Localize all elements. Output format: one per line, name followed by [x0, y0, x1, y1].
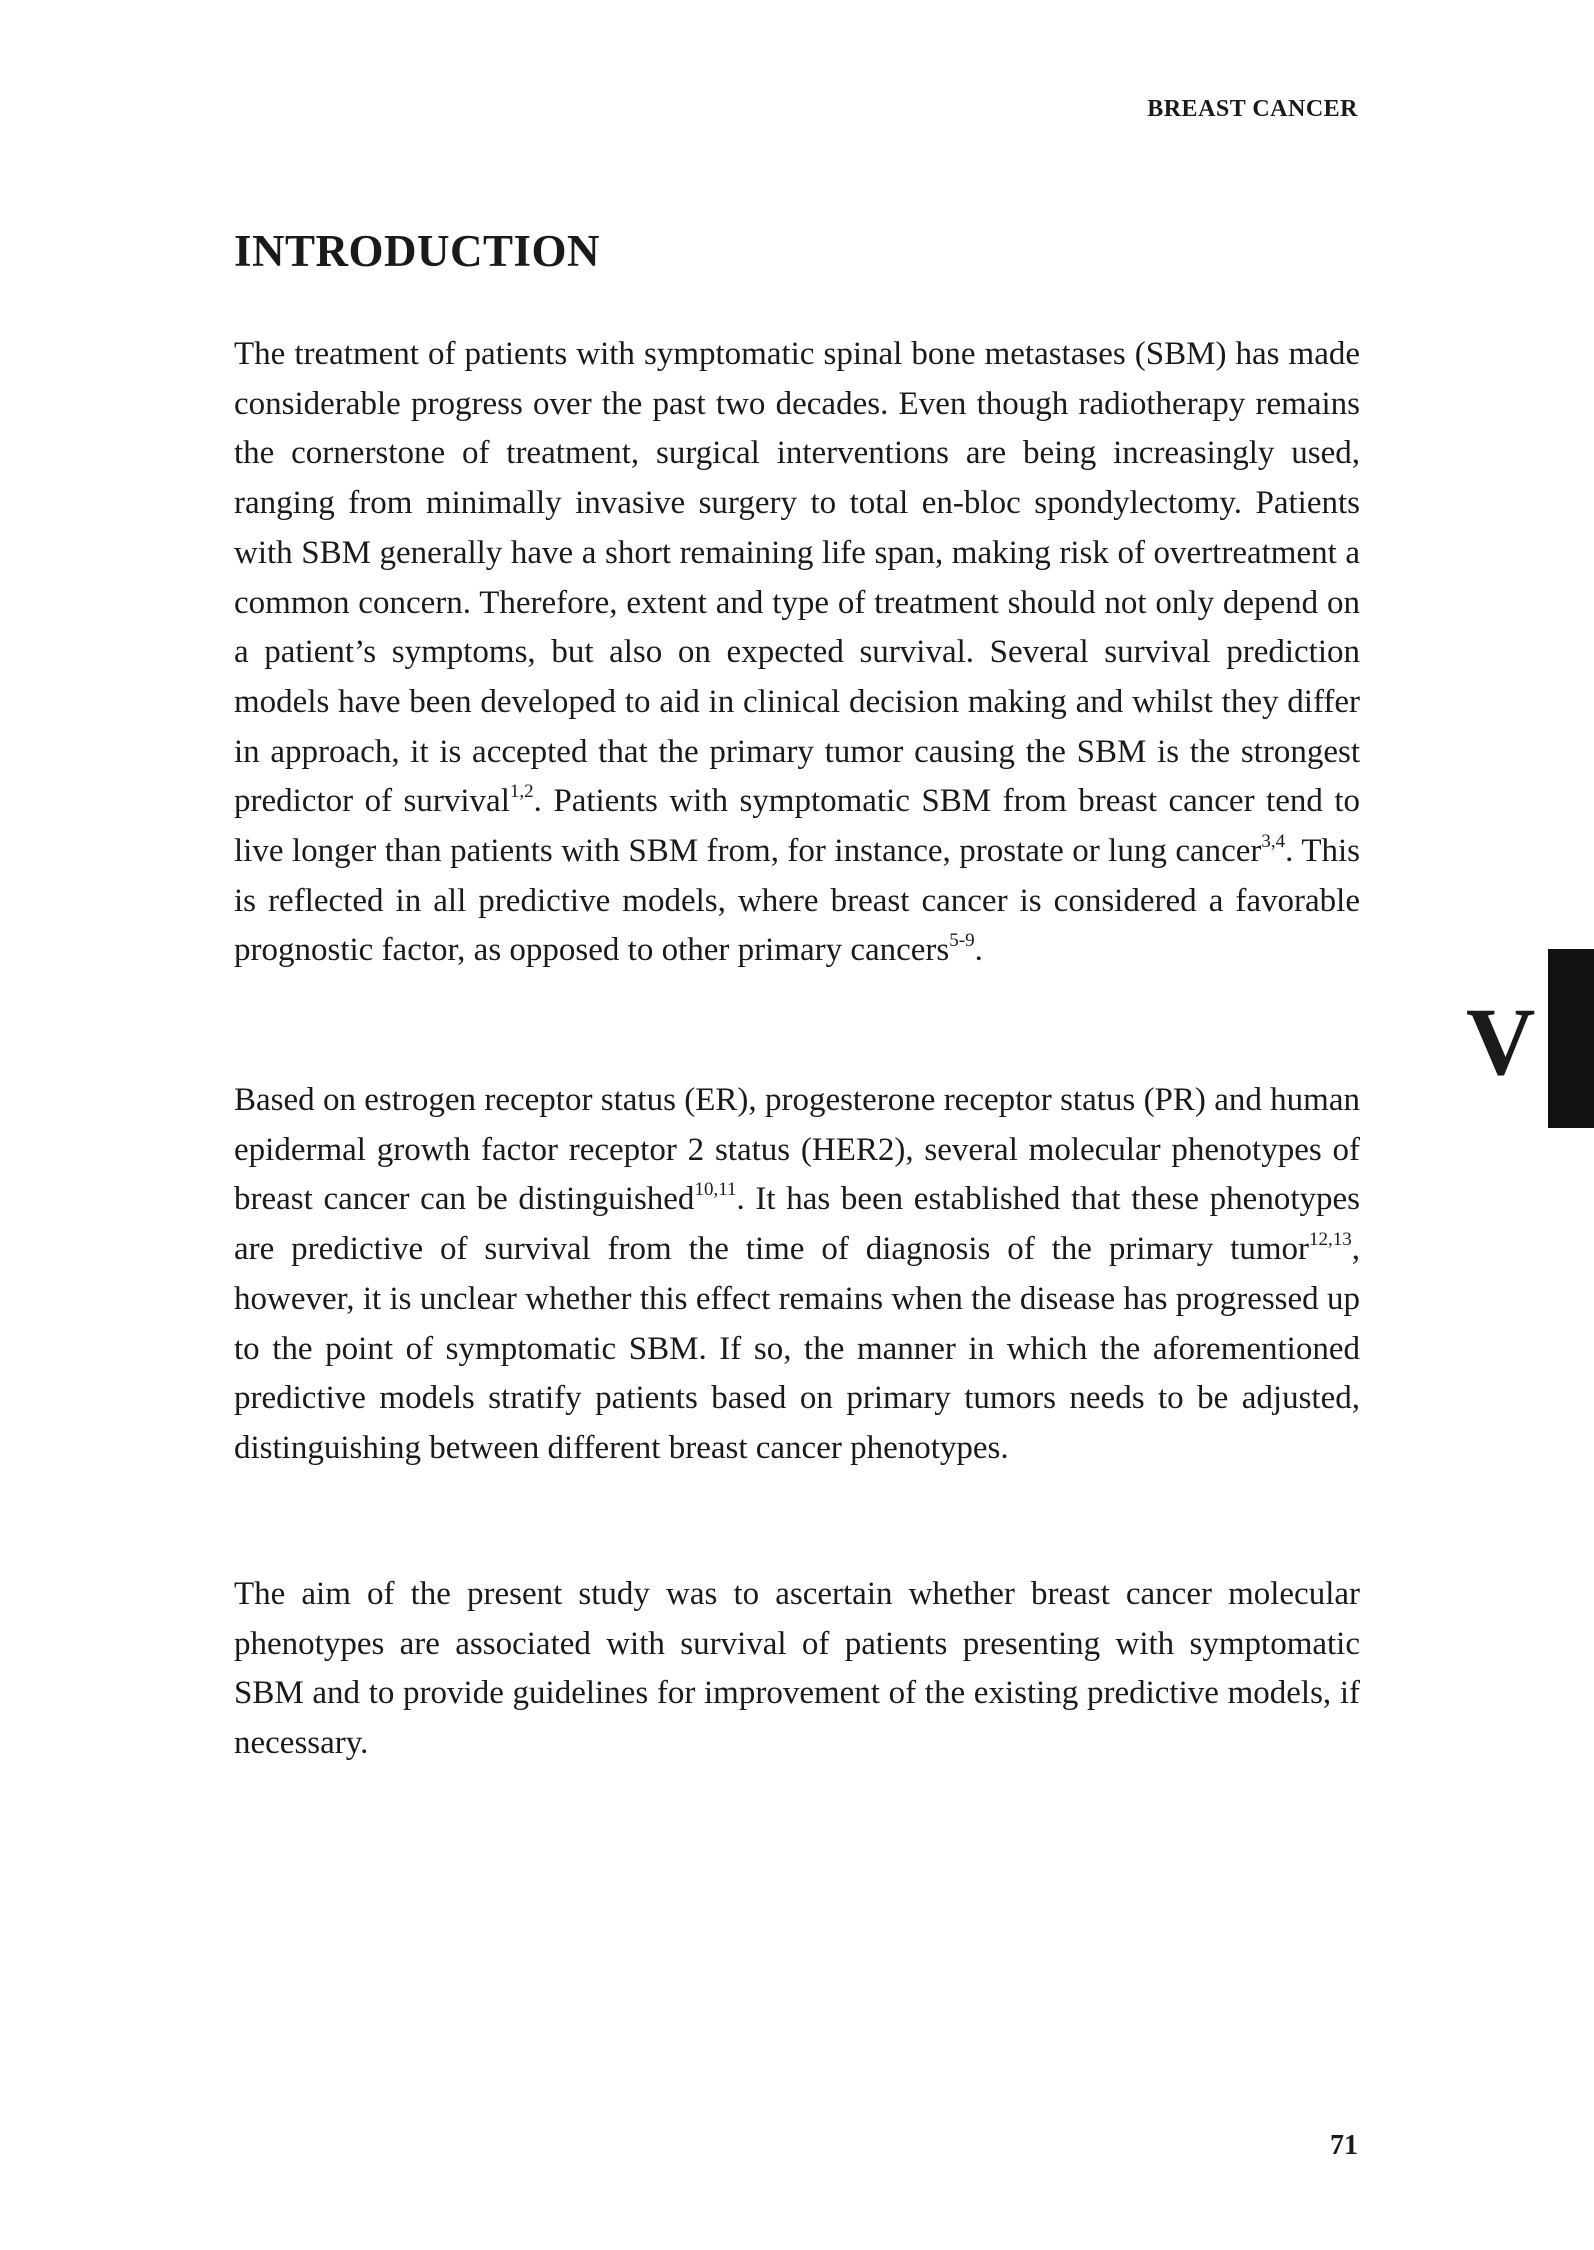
chapter-thumb-tab [1548, 949, 1594, 1128]
citation-superscript: 1,2 [509, 781, 534, 803]
citation-superscript: 12,13 [1309, 1229, 1352, 1251]
paragraph-3 [234, 1570, 1360, 1769]
paragraph-1-text: . [974, 932, 983, 969]
paragraph-1-text: . This is reflected in all predictive models, where breast cancer is considered a favorable prognostic factor, as opposed to other primary cancers [234, 833, 1360, 969]
chapter-marker: V [1466, 988, 1536, 1095]
paragraph-1-text: The treatment of patients with symptomatic spinal bone metastases (SBM) has made considerable progress over the past two decades. Even though radiotherapy remains the cornerstone of treatment, surgical interventions are being increasingly used, ranging from minimally invasive surgery to total en-bloc spondylectomy. Patients with SBM generally have a short remaining life span, making risk of overtreatment a common concern. Therefore, extent and type of treatment should not only depend on a patient’s symptoms, but also on expected survival. Several survival prediction models have been developed to aid in clinical decision making and whilst they differ in approach, it is accepted that the primary tumor causing the SBM is the strongest predictor of survival [234, 336, 1360, 820]
running-head: BREAST CANCER [1147, 96, 1358, 122]
paragraph-3-text: The aim of the present study was to ascertain whether breast cancer molecular phenotypes are associated with survival of patients presenting with symptomatic SBM and to provide guidelines for improvement of the existing predictive models, if necessary. [234, 1576, 1360, 1762]
section-heading-introduction: INTRODUCTION [234, 226, 601, 276]
paragraph-1-text: . Patients with symptomatic SBM from breast cancer tend to live longer than patients with SBM from, for instance, prostate or lung cancer [234, 783, 1360, 870]
paragraph-2-text: , however, it is unclear whether this effect remains when the disease has progressed up to the point of symptomatic SBM. If so, the manner in which the aforementioned predictive models stratify patients based on primary tumors needs to be adjusted, distinguishing between different breast cancer phenotypes. [234, 1231, 1360, 1466]
paragraph-1 [234, 330, 1360, 976]
citation-superscript: 3,4 [1261, 831, 1286, 853]
paragraph-2 [234, 1076, 1360, 1474]
paragraph-2-text: Based on estrogen receptor status (ER), progesterone receptor status (PR) and human epidermal growth factor receptor 2 status (HER2), several molecular phenotypes of breast cancer can be distinguished [234, 1082, 1360, 1218]
citation-superscript: 5-9 [949, 930, 975, 952]
citation-superscript: 10,11 [694, 1179, 737, 1201]
paragraph-2-text: . It has been established that these phenotypes are predictive of survival from the time of diagnosis of the primary tumor [234, 1181, 1360, 1268]
page-number: 71 [1330, 2130, 1358, 2161]
